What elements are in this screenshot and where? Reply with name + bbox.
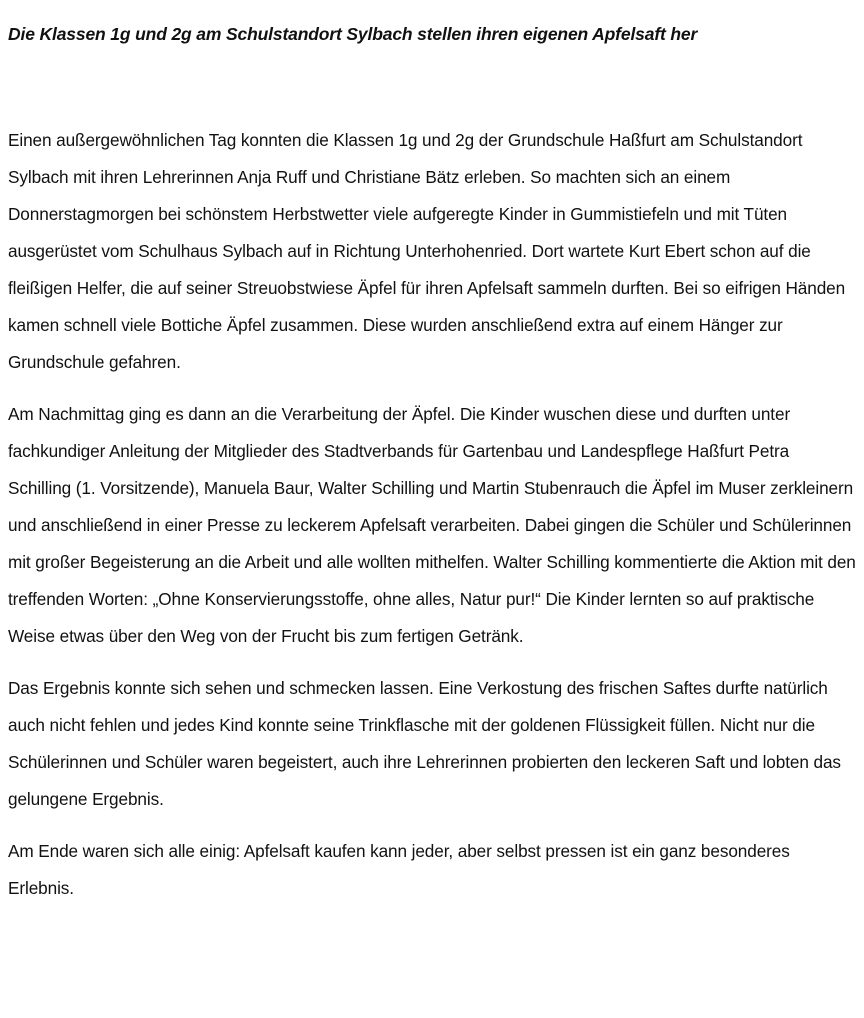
- paragraph-4: Am Ende waren sich alle einig: Apfelsaft kaufen kann jeder, aber selbst pressen ist ein ganz besonderes Erlebnis.: [8, 841, 790, 898]
- paragraph-2: Am Nachmittag ging es dann an die Verarbeitung der Äpfel. Die Kinder wuschen diese und durften unter fachkundiger Anleitung der Mitglieder des Stadtverbands für Gartenbau und Landespflege Haßfurt Petra Schilling (1. Vorsitzende), Manuela Baur, Walter Schilling und Martin Stubenrauch die Äpfel im Muser zerkleinern und anschließend in einer Presse zu leckerem Apfelsaft verarbeiten. Dabei gingen die Schüler und Schülerinnen mit großer Begeisterung an die Arbeit und alle wollten mithelfen. Walter Schilling kommentierte die Aktion mit den treffenden Worten: „Ohne Konservierungsstoffe, ohne alles, Natur pur!“ Die Kinder lernten so auf praktische Weise etwas über den Weg von der Frucht bis zum fertigen Getränk.: [8, 404, 856, 646]
- article-body: [8, 122, 856, 907]
- article-title: Die Klassen 1g und 2g am Schulstandort Sylbach stellen ihren eigenen Apfelsaft her: [8, 24, 698, 44]
- paragraph-1: Einen außergewöhnlichen Tag konnten die Klassen 1g und 2g der Grundschule Haßfurt am Schulstandort Sylbach mit ihren Lehrerinnen Anja Ruff und Christiane Bätz erleben. So machten sich an einem Donnerstagmorgen bei schönstem Herbstwetter viele aufgeregte Kinder in Gummistiefeln und mit Tüten ausgerüstet vom Schulhaus Sylbach auf in Richtung Unterhohenried. Dort wartete Kurt Ebert schon auf die fleißigen Helfer, die auf seiner Streuobstwiese Äpfel für ihren Apfelsaft sammeln durften. Bei so eifrigen Händen kamen schnell viele Bottiche Äpfel zusammen. Diese wurden anschließend extra auf einem Hänger zur Grundschule gefahren.: [8, 130, 846, 372]
- document-page: [8, 0, 856, 922]
- paragraph-3: Das Ergebnis konnte sich sehen und schmecken lassen. Eine Verkostung des frischen Saftes durfte natürlich auch nicht fehlen und jedes Kind konnte seine Trinkflasche mit der goldenen Flüssigkeit füllen. Nicht nur die Schülerinnen und Schüler waren begeistert, auch ihre Lehrerinnen probierten den leckeren Saft und lobten das gelungene Ergebnis.: [8, 678, 841, 809]
